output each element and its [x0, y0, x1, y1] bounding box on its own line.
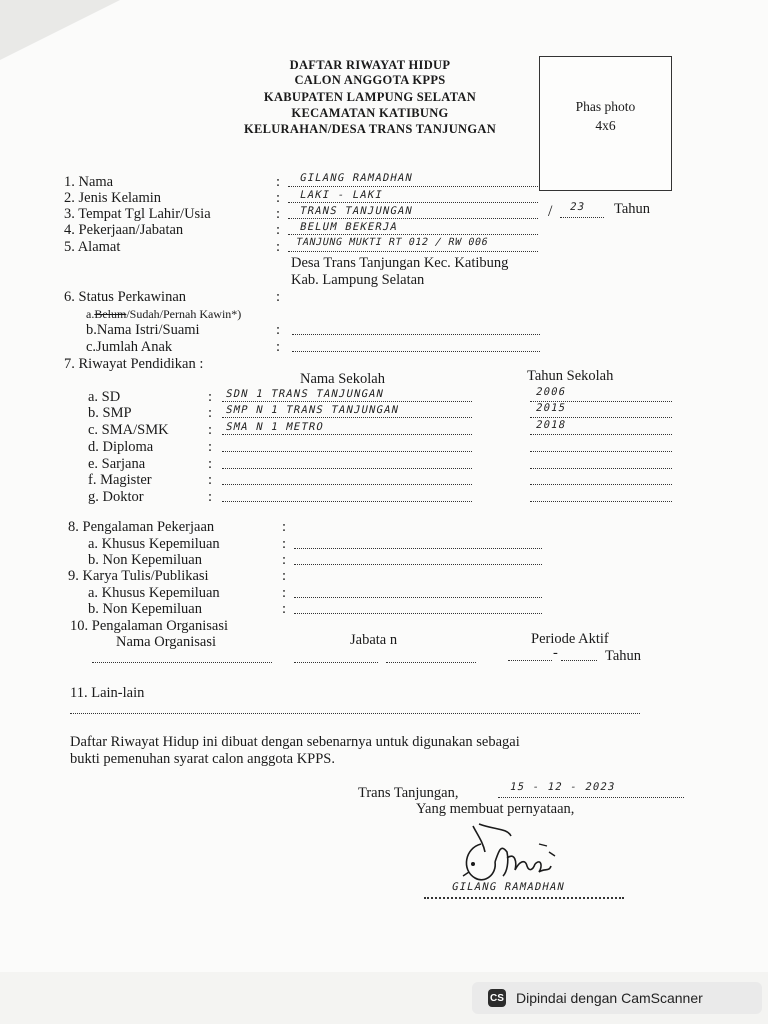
photo-label: Phas photo: [575, 99, 636, 114]
pekerjaan-khusus-line: [294, 548, 542, 549]
lain-lain-label: 11. Lain-lain: [70, 685, 145, 701]
year-value: 2018: [534, 419, 568, 431]
usia-separator: /: [548, 203, 553, 220]
periode-start-line: [508, 660, 552, 661]
colon: :: [208, 456, 213, 472]
year-line: [530, 501, 672, 502]
periode-unit: Tahun: [605, 648, 642, 664]
pekerjaan-line: [288, 234, 538, 235]
colon: :: [282, 552, 287, 568]
nama-pasangan-line: [292, 334, 540, 335]
year-line: [530, 417, 672, 418]
usia-value: 23: [568, 201, 587, 213]
colon: :: [276, 190, 281, 206]
status-prefix: a.: [86, 307, 95, 321]
jumlah-anak-line: [292, 351, 540, 352]
status-label: 6. Status Perkawinan: [64, 289, 187, 305]
tempat-lahir-value: TRANS TANJUNGAN: [298, 205, 415, 217]
place-label: Trans Tanjungan,: [358, 785, 459, 801]
alamat-line-2: Desa Trans Tanjungan Kec. Katibung: [291, 255, 509, 271]
organisasi-jabatan-line-2: [386, 662, 476, 663]
alamat-line-3: Kab. Lampung Selatan: [291, 272, 425, 288]
education-row-label: g. Doktor: [88, 489, 144, 505]
usia-unit: Tahun: [614, 201, 651, 217]
year-line: [530, 434, 672, 435]
karya-khusus-label: a. Khusus Kepemiluan: [88, 585, 220, 601]
jenis-kelamin-value: LAKI - LAKI: [298, 189, 385, 201]
status-options: [86, 307, 241, 322]
year-value: 2015: [534, 402, 568, 414]
school-value: SMP N 1 TRANS TANJUNGAN: [224, 404, 401, 416]
colon: :: [276, 239, 281, 255]
closing-line-1: Daftar Riwayat Hidup ini dibuat dengan sebenarnya untuk digunakan sebagai: [70, 734, 520, 750]
tempat-lahir-label: 3. Tempat Tgl Lahir/Usia: [64, 206, 211, 222]
periode-end-line: [561, 660, 597, 661]
school-line: [222, 484, 472, 485]
year-line: [530, 468, 672, 469]
education-row-label: c. SMA/SMK: [88, 422, 169, 438]
organisasi-nama-line: [92, 662, 272, 663]
colon: :: [282, 519, 287, 535]
colon: :: [208, 489, 213, 505]
pekerjaan-non-label: b. Non Kepemiluan: [88, 552, 202, 568]
page-fold: [0, 0, 120, 60]
nama-value: GILANG RAMADHAN: [298, 172, 415, 184]
camscanner-icon: CS: [488, 989, 506, 1007]
colon: :: [276, 222, 281, 238]
karya-khusus-line: [294, 597, 542, 598]
alamat-value: TANJUNG MUKTI RT 012 / RW 006: [294, 237, 490, 248]
nama-pasangan-label: b.Nama Istri/Suami: [86, 322, 200, 338]
lain-lain-line: [70, 713, 640, 714]
title-line-1: DAFTAR RIWAYAT HIDUP: [289, 58, 451, 72]
signer-line: [424, 897, 624, 899]
camscanner-badge: [472, 982, 762, 1014]
col-jabatan: Jabata n: [350, 632, 398, 648]
school-line: [222, 451, 472, 452]
school-line: [222, 501, 472, 502]
photo-size: 4x6: [595, 118, 616, 133]
status-rest-options: /Sudah/Pernah Kawin*): [126, 307, 242, 321]
jenis-kelamin-label: 2. Jenis Kelamin: [64, 190, 162, 206]
year-line: [530, 484, 672, 485]
colon: :: [208, 422, 213, 438]
school-line: [222, 434, 472, 435]
school-value: SMA N 1 METRO: [224, 421, 326, 433]
colon: :: [208, 389, 213, 405]
col-nama-organisasi: Nama Organisasi: [116, 634, 216, 650]
organisasi-jabatan-line-1: [294, 662, 378, 663]
colon: :: [282, 536, 287, 552]
colon: :: [282, 601, 287, 617]
school-value: SDN 1 TRANS TANJUNGAN: [224, 388, 386, 400]
title-line-5: KELURAHAN/DESA TRANS TANJUNGAN: [243, 122, 497, 136]
colon: :: [208, 405, 213, 421]
pekerjaan-value: BELUM BEKERJA: [298, 221, 400, 233]
colon: :: [282, 568, 287, 584]
date-value: 15 - 12 - 2023: [508, 781, 617, 793]
pengalaman-pekerjaan-label: 8. Pengalaman Pekerjaan: [68, 519, 215, 535]
colon: :: [276, 206, 281, 222]
alamat-label: 5. Alamat: [64, 239, 121, 255]
colon: :: [208, 472, 213, 488]
maker-label: Yang membuat pernyataan,: [416, 801, 575, 817]
signer-name: GILANG RAMADHAN: [450, 881, 567, 893]
alamat-line: [288, 251, 538, 252]
usia-line: [560, 217, 604, 218]
education-row-label: b. SMP: [88, 405, 132, 421]
col-periode-aktif: Periode Aktif: [531, 631, 609, 647]
title-line-4: KECAMATAN KATIBUNG: [291, 106, 449, 120]
title-line-2: CALON ANGGOTA KPPS: [294, 73, 446, 87]
year-value: 2006: [534, 386, 568, 398]
karya-label: 9. Karya Tulis/Publikasi: [68, 568, 209, 584]
education-row-label: a. SD: [88, 389, 121, 405]
pekerjaan-non-line: [294, 564, 542, 565]
date-line: [498, 797, 684, 798]
colon: :: [276, 322, 281, 338]
camscanner-label: Dipindai dengan CamScanner: [516, 990, 703, 1006]
col-tahun-sekolah: Tahun Sekolah: [527, 368, 614, 384]
pekerjaan-khusus-label: a. Khusus Kepemiluan: [88, 536, 220, 552]
pendidikan-label: 7. Riwayat Pendidikan :: [64, 356, 204, 372]
closing-line-2: bukti pemenuhan syarat calon anggota KPPS.: [70, 751, 335, 767]
education-row-label: f. Magister: [88, 472, 152, 488]
colon: :: [276, 174, 281, 190]
colon: :: [208, 439, 213, 455]
education-row-label: e. Sarjana: [88, 456, 146, 472]
year-line: [530, 451, 672, 452]
education-row-label: d. Diploma: [88, 439, 154, 455]
jenis-kelamin-line: [288, 202, 538, 203]
organisasi-label: 10. Pengalaman Organisasi: [70, 618, 228, 634]
school-line: [222, 468, 472, 469]
periode-dash: -: [553, 645, 558, 661]
school-line: [222, 417, 472, 418]
tempat-lahir-line: [288, 218, 538, 219]
colon: :: [282, 585, 287, 601]
title-line-3: KABUPATEN LAMPUNG SELATAN: [263, 90, 477, 104]
karya-non-line: [294, 613, 542, 614]
jumlah-anak-label: c.Jumlah Anak: [86, 339, 173, 355]
school-line: [222, 401, 472, 402]
colon: :: [276, 339, 281, 355]
colon: :: [276, 289, 281, 305]
photo-box: [539, 56, 672, 191]
col-nama-sekolah: Nama Sekolah: [300, 371, 385, 387]
nama-label: 1. Nama: [64, 174, 114, 190]
nama-line: [288, 186, 538, 187]
status-struck-option: Belum: [94, 307, 127, 321]
karya-non-label: b. Non Kepemiluan: [88, 601, 202, 617]
pekerjaan-label: 4. Pekerjaan/Jabatan: [64, 222, 184, 238]
